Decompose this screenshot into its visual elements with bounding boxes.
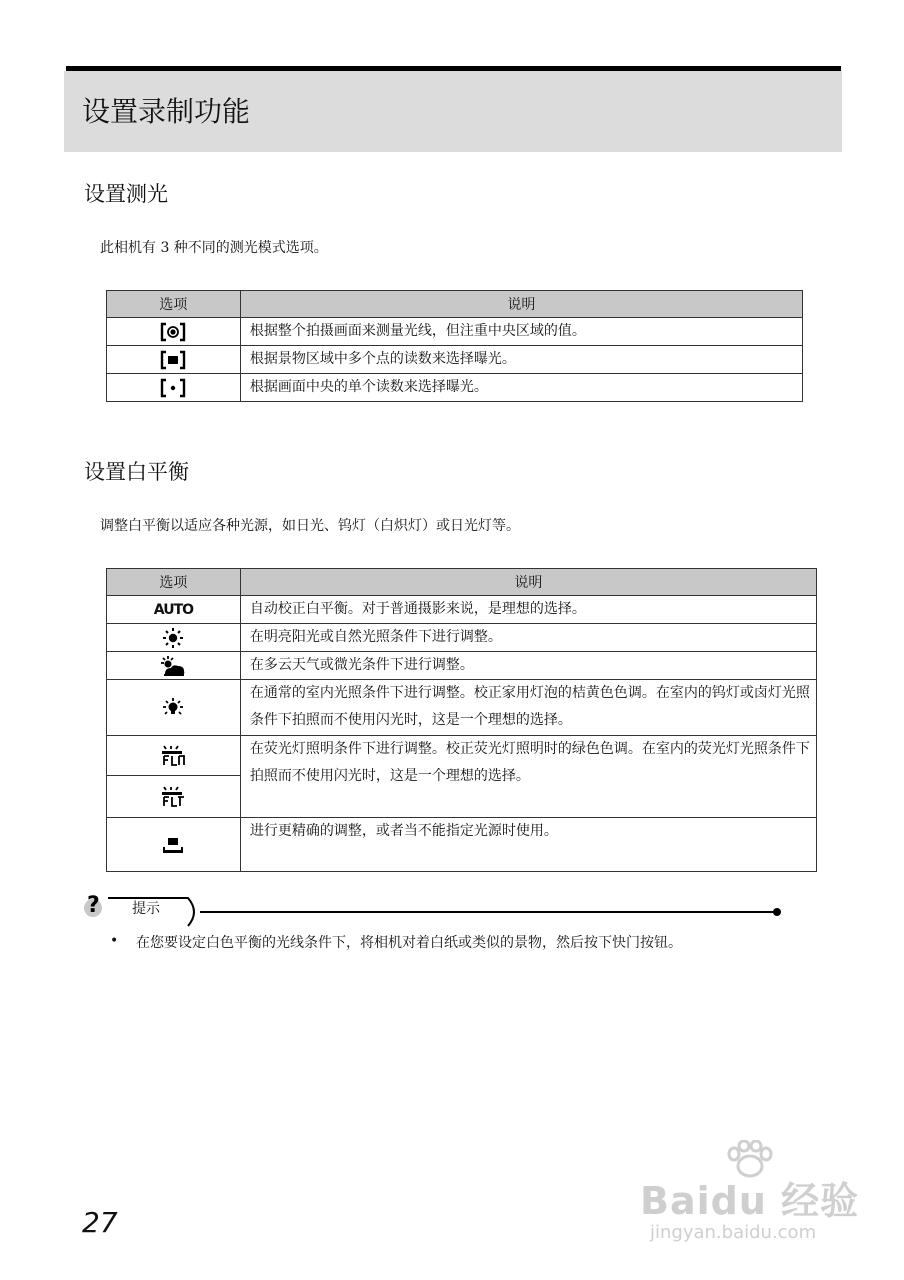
metering-table — [106, 290, 803, 402]
svg-text:?: ? — [87, 893, 100, 918]
table-row — [107, 374, 803, 402]
watermark — [640, 1140, 860, 1250]
metering-intro: 此相机有 3 种不同的测光模式选项。 — [100, 240, 328, 256]
cloudy-icon — [159, 655, 187, 677]
table-row — [107, 624, 817, 652]
spot-metering-icon — [160, 378, 186, 398]
col-desc-header: 说明 — [240, 569, 816, 596]
wb-desc: 在明亮阳光或自然光照条件下进行调整。 — [240, 624, 816, 652]
tip-bullet: • — [110, 933, 119, 949]
tungsten-icon — [161, 697, 185, 719]
wb-desc: 在通常的室内光照条件下进行调整。校正家用灯泡的桔黄色色调。在室内的钨灯或卤灯光照条件下拍照而不使用闪光时，这是一个理想的选择。 — [240, 680, 816, 736]
metering-desc: 根据景物区域中多个点的读数来选择曝光。 — [240, 346, 802, 374]
table-row — [107, 680, 817, 736]
table-row — [107, 818, 817, 872]
table-row — [107, 596, 817, 624]
col-option-header: 选项 — [107, 291, 241, 318]
table-row — [107, 346, 803, 374]
watermark-logo: Baidu 经验 — [640, 1179, 860, 1223]
metering-section-title: 设置测光 — [84, 182, 168, 206]
page-number: 27 — [82, 1206, 118, 1239]
tip-text: 在您要设定白色平衡的光线条件下，将相机对着白纸或类似的景物，然后按下快门按钮。 — [136, 935, 682, 951]
multi-metering-icon — [160, 350, 186, 370]
table-row — [107, 318, 803, 346]
page-title: 设置录制功能 — [82, 95, 251, 128]
wb-desc: 自动校正白平衡。对于普通摄影来说，是理想的选择。 — [240, 596, 816, 624]
col-option-header: 选项 — [107, 569, 241, 596]
white-balance-table — [106, 568, 817, 872]
wb-desc: 进行更精确的调整，或者当不能指定光源时使用。 — [240, 818, 816, 872]
wb-desc: 在多云天气或微光条件下进行调整。 — [240, 652, 816, 680]
auto-wb-icon: AUTO — [153, 601, 194, 618]
tip-divider — [100, 896, 790, 928]
fluorescent-icon — [160, 745, 186, 767]
white-balance-section-title: 设置白平衡 — [84, 460, 189, 484]
metering-desc: 根据整个拍摄画面来测量光线，但注重中央区域的值。 — [240, 318, 802, 346]
col-desc-header: 说明 — [240, 291, 802, 318]
table-header-row — [107, 569, 817, 596]
table-row — [107, 652, 817, 680]
fluorescent-icon — [160, 786, 186, 808]
center-weighted-metering-icon — [160, 322, 186, 342]
watermark-url: jingyan.baidu.com — [650, 1222, 817, 1243]
wb-desc: 在荧光灯照明条件下进行调整。校正荧光灯照明时的绿色色调。在室内的荧光灯光照条件下拍照而不使用闪光时，这是一个理想的选择。 — [240, 736, 816, 818]
metering-desc: 根据画面中央的单个读数来选择曝光。 — [240, 374, 802, 402]
tip-label: 提示 — [132, 901, 160, 917]
table-row — [107, 736, 817, 776]
daylight-icon — [161, 627, 185, 649]
table-header-row — [107, 291, 803, 318]
custom-wb-icon — [161, 835, 185, 855]
white-balance-intro: 调整白平衡以适应各种光源，如日光、钨灯（白炽灯）或日光灯等。 — [100, 518, 520, 534]
